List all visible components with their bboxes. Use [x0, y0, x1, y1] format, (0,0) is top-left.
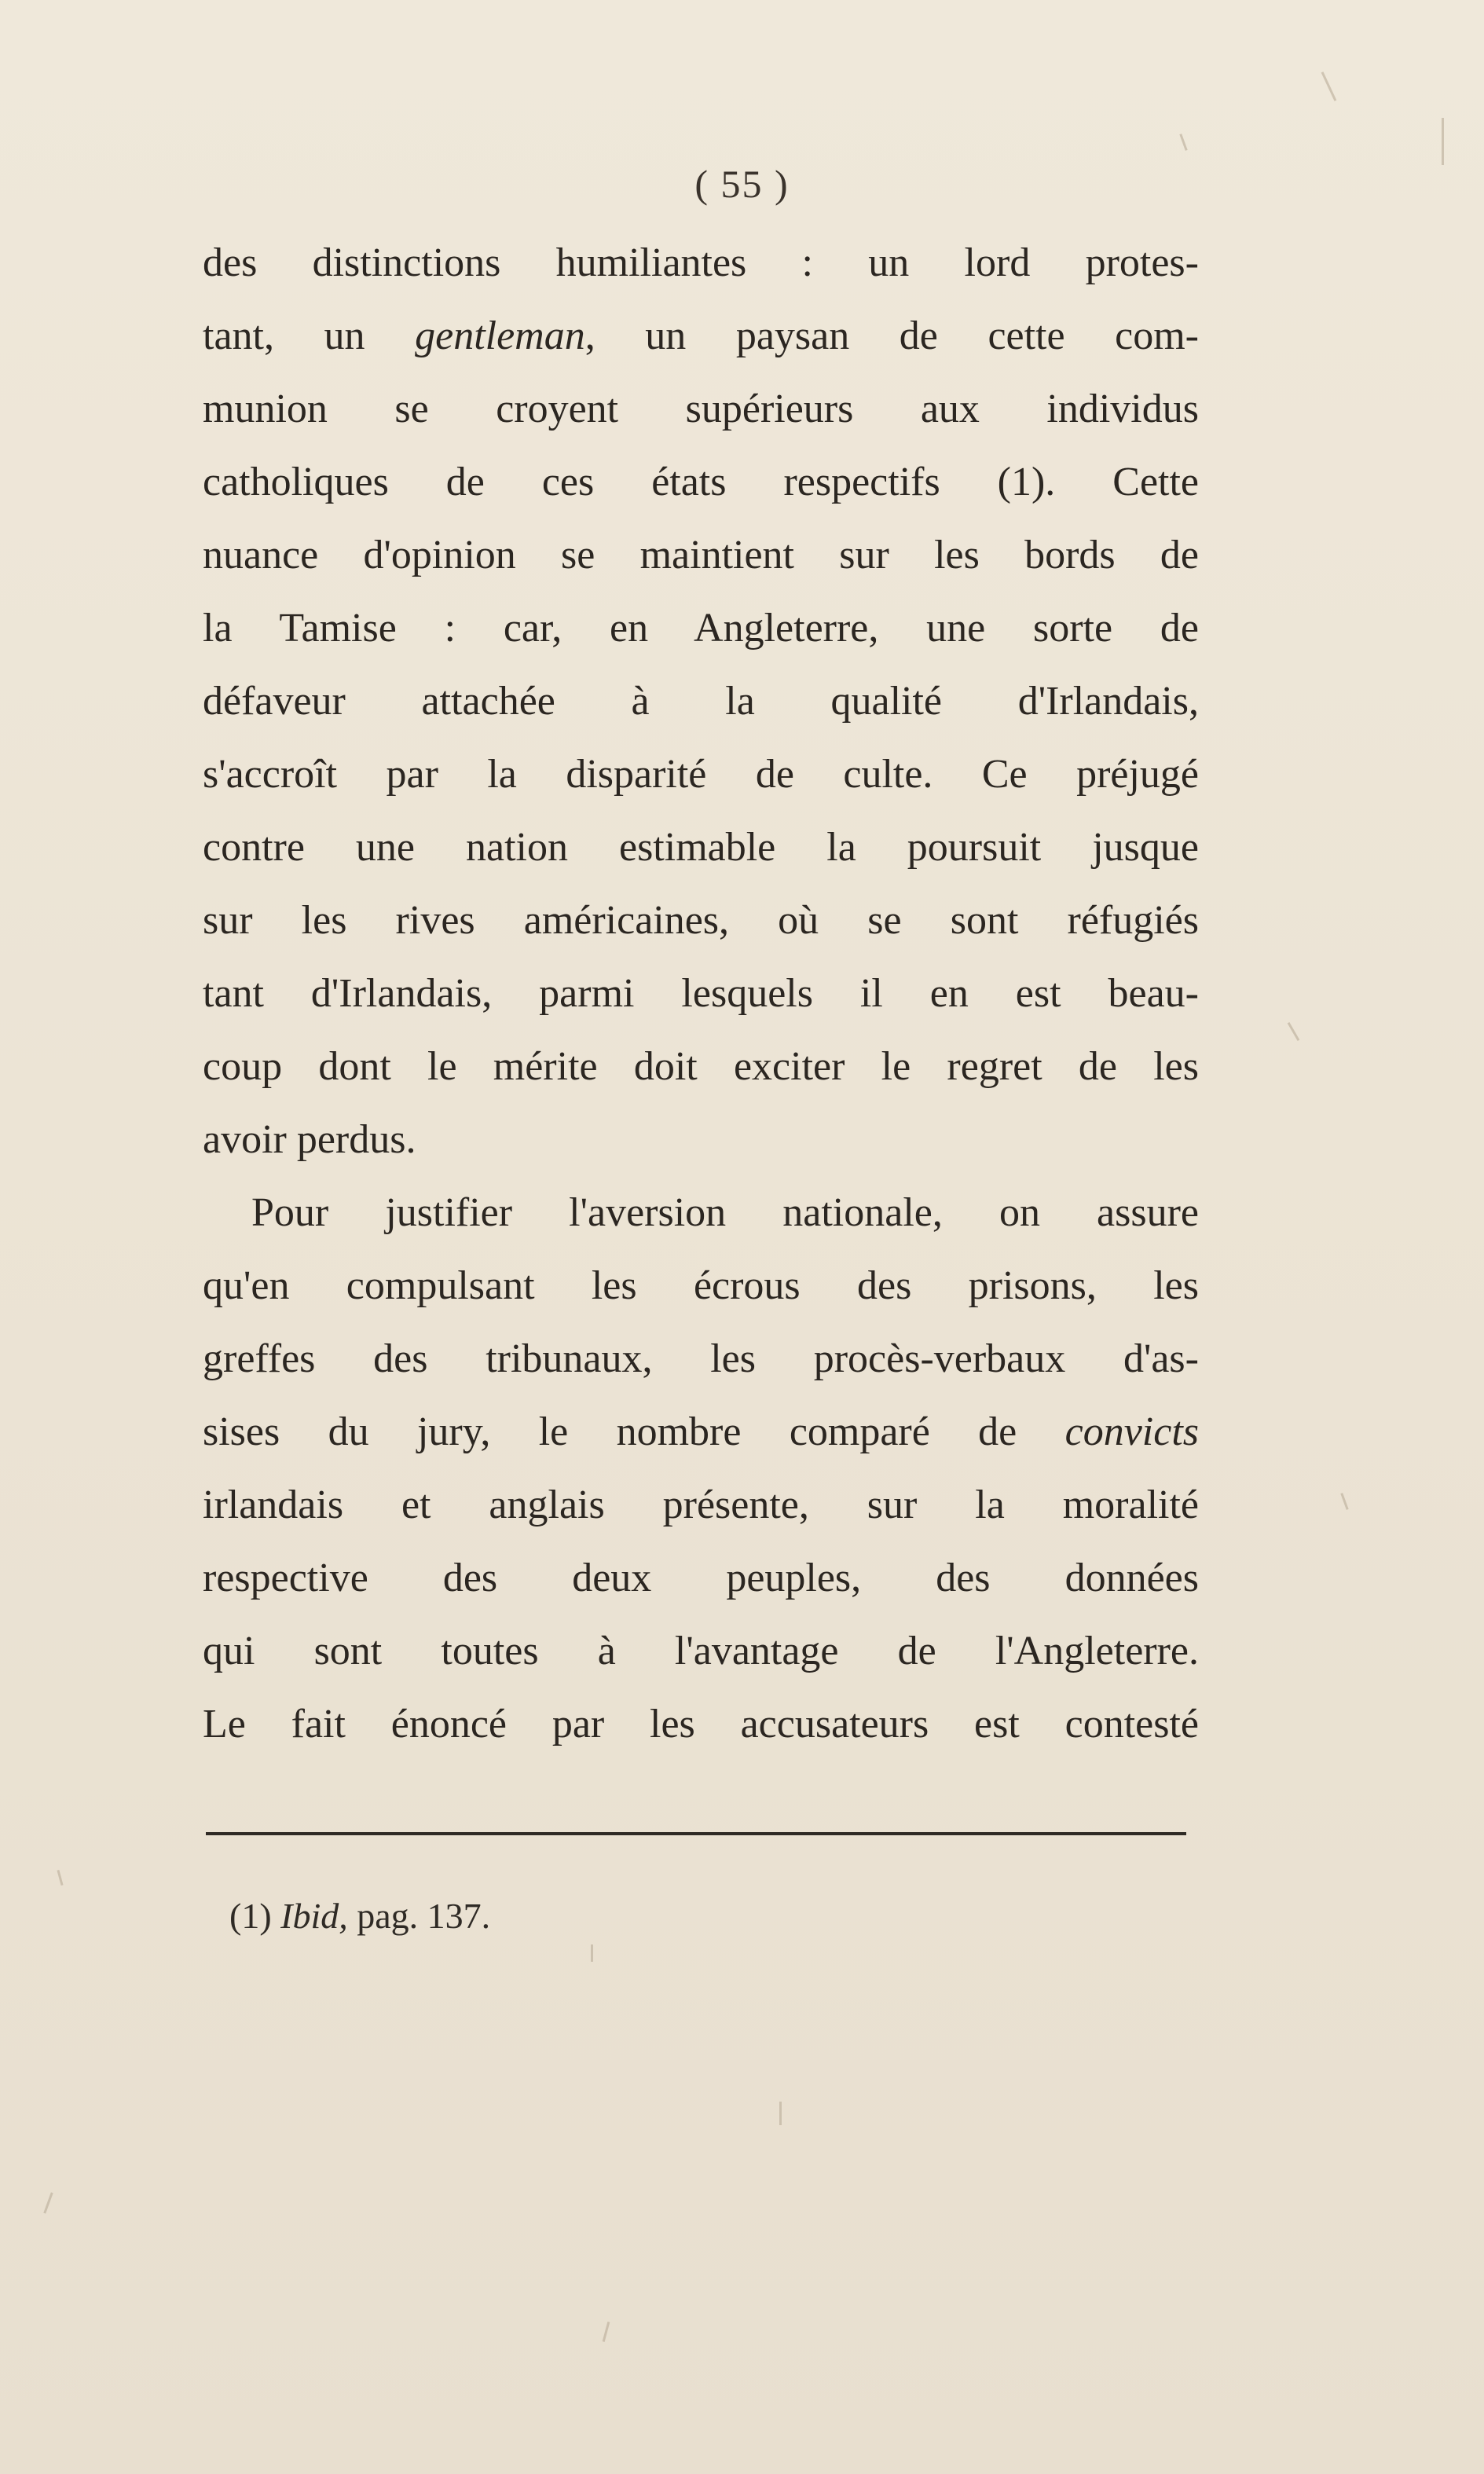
body-text: [203, 226, 1199, 1761]
paper-speck: [603, 2322, 610, 2342]
paper-speck: [1179, 134, 1187, 151]
paper-speck: [1321, 71, 1337, 101]
text-line-8: s'accroît par la disparité de culte. Ce préjugé: [203, 752, 1199, 797]
footnote-reference: pag. 137.: [357, 1896, 491, 1936]
text-line-19: respective des deux peuples, des données: [203, 1556, 1199, 1600]
footnote-divider: [206, 1832, 1186, 1835]
italic-term-convicts: convicts: [1064, 1409, 1199, 1454]
paper-speck: [591, 1944, 593, 1962]
text-line-5: nuance d'opinion se maintient sur les bords de: [203, 533, 1199, 577]
text-line-15: qu'en compulsant les écrous des prisons, les: [203, 1263, 1199, 1308]
text-line-3: munion se croyent supérieurs aux individus: [203, 387, 1199, 431]
text-line-7: défaveur attachée à la qualité d'Irlandais,: [203, 679, 1199, 724]
italic-term-gentleman: gentleman: [415, 313, 585, 358]
paper-speck: [57, 1870, 63, 1886]
text-fragment: sises du jury, le nombre comparé de: [203, 1409, 1065, 1454]
text-line-20: qui sont toutes à l'avantage de l'Angleterre.: [203, 1629, 1199, 1673]
text-line-14: Pour justifier l'aversion nationale, on assure: [251, 1190, 1199, 1235]
footnote-marker: (1): [229, 1896, 272, 1936]
text-line-1: des distinctions humiliantes : un lord protes-: [203, 240, 1199, 285]
text-line-10: sur les rives américaines, où se sont réfugiés: [203, 898, 1199, 943]
text-fragment: tant, un: [203, 313, 416, 358]
text-line-17: [203, 1395, 1199, 1468]
text-line-21: Le fait énoncé par les accusateurs est contesté: [203, 1702, 1199, 1746]
paper-speck: [779, 2102, 782, 2125]
text-line-2: [203, 299, 1199, 372]
footnote: [229, 1895, 490, 1937]
paper-speck: [1340, 1493, 1348, 1510]
page-number: ( 55 ): [694, 162, 790, 206]
text-line-9: contre une nation estimable la poursuit jusque: [203, 825, 1199, 870]
text-line-16: greffes des tribunaux, les procès-verbaux d'as-: [203, 1336, 1199, 1381]
text-fragment: , un paysan de cette com-: [584, 313, 1199, 358]
footnote-source: Ibid,: [280, 1896, 348, 1936]
text-line-13: avoir perdus.: [203, 1117, 416, 1162]
paper-speck: [1288, 1022, 1300, 1041]
text-line-11: tant d'Irlandais, parmi lesquels il en est beau-: [203, 971, 1199, 1016]
text-line-12: coup dont le mérite doit exciter le regret de les: [203, 1044, 1199, 1089]
text-line-4: catholiques de ces états respectifs (1). Cette: [203, 460, 1199, 504]
paper-speck: [43, 2192, 53, 2213]
text-line-18: irlandais et anglais présente, sur la moralité: [203, 1483, 1199, 1527]
paper-speck: [1442, 118, 1444, 165]
text-line-6: la Tamise : car, en Angleterre, une sorte de: [203, 606, 1199, 651]
